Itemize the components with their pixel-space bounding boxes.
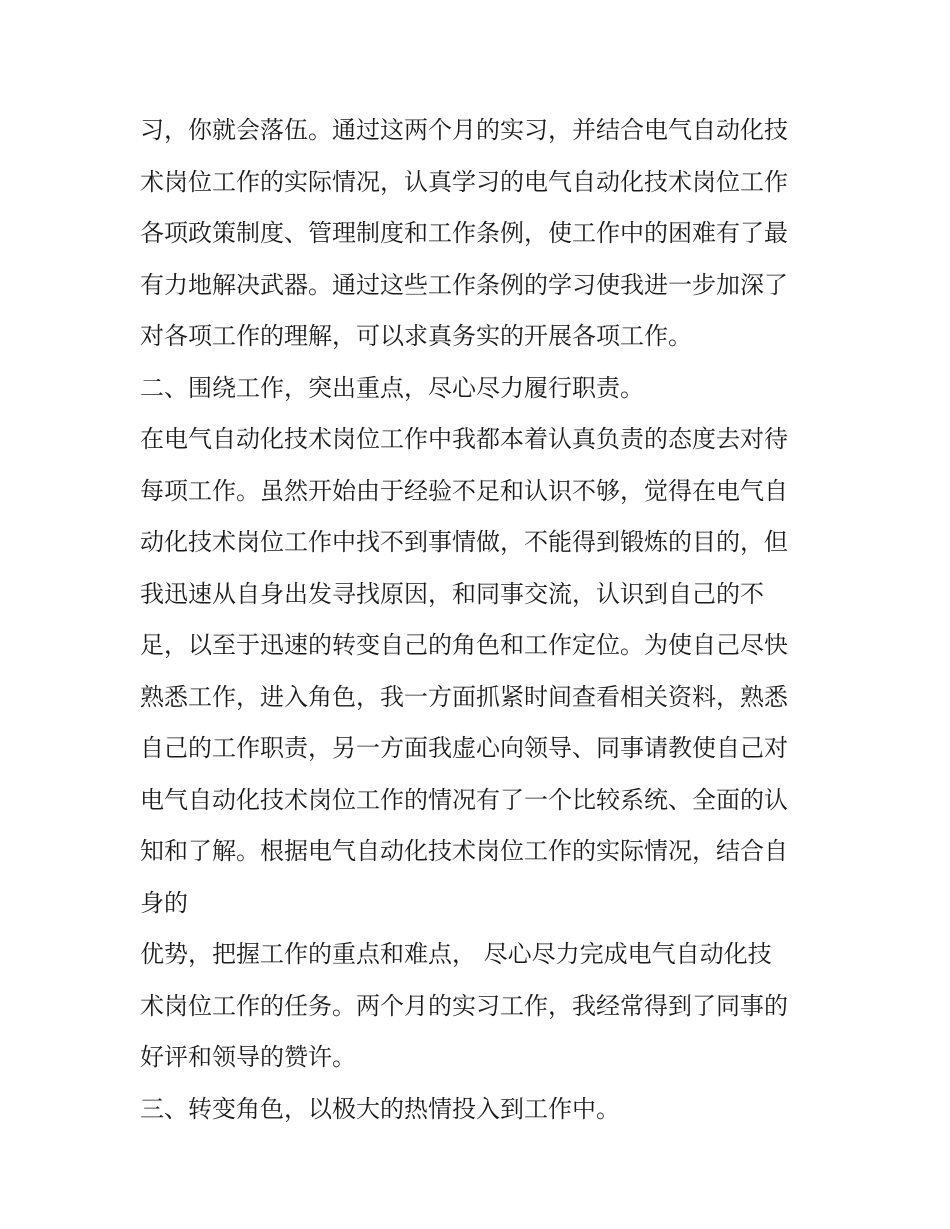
text-line: 优势，把握工作的重点和难点， 尽心尽力完成电气自动化技	[140, 940, 772, 968]
text-line: 术岗位工作的实际情况，认真学习的电气自动化技术岗位工作	[140, 167, 788, 196]
text-line: 习，你就会落伍。通过这两个月的实习，并结合电气自动化技	[140, 116, 788, 144]
text-line: 熟悉工作，进入角色，我一方面抓紧时间查看相关资料，熟悉	[140, 682, 788, 711]
section-heading: 三、转变角色，以极大的热情投入到工作中。	[140, 1094, 620, 1123]
text-line: 动化技术岗位工作中找不到事情做，不能得到锻炼的目的，但	[140, 528, 788, 556]
text-line: 好评和领导的赞许。	[140, 1043, 356, 1071]
text-line: 足，以至于迅速的转变自己的角色和工作定位。为使自己尽快	[140, 631, 788, 659]
body-text	[140, 108, 820, 1138]
text-line: 知和了解。根据电气自动化技术岗位工作的实际情况，结合自	[140, 837, 788, 865]
text-line: 有力地解决武器。通过这些工作条例的学习使我进一步加深了	[140, 270, 788, 299]
text-line: 身的	[140, 888, 188, 917]
text-line: 术岗位工作的任务。两个月的实习工作，我经常得到了同事的	[140, 991, 788, 1020]
text-line: 我迅速从自身出发寻找原因，和同事交流，认识到自己的不	[140, 579, 764, 608]
text-line: 各项政策制度、管理制度和工作条例，使工作中的困难有了最	[140, 219, 788, 247]
section-heading: 二、围绕工作，突出重点，尽心尽力履行职责。	[140, 373, 644, 402]
text-line: 自己的工作职责，另一方面我虚心向领导、同事请教使自己对	[140, 734, 788, 762]
text-line: 每项工作。虽然开始由于经验不足和认识不够，觉得在电气自	[140, 476, 788, 505]
text-line: 在电气自动化技术岗位工作中我都本着认真负责的态度去对待	[140, 425, 788, 453]
text-line: 对各项工作的理解，可以求真务实的开展各项工作。	[140, 322, 692, 350]
text-line: 电气自动化技术岗位工作的情况有了一个比较系统、全面的认	[140, 785, 788, 814]
